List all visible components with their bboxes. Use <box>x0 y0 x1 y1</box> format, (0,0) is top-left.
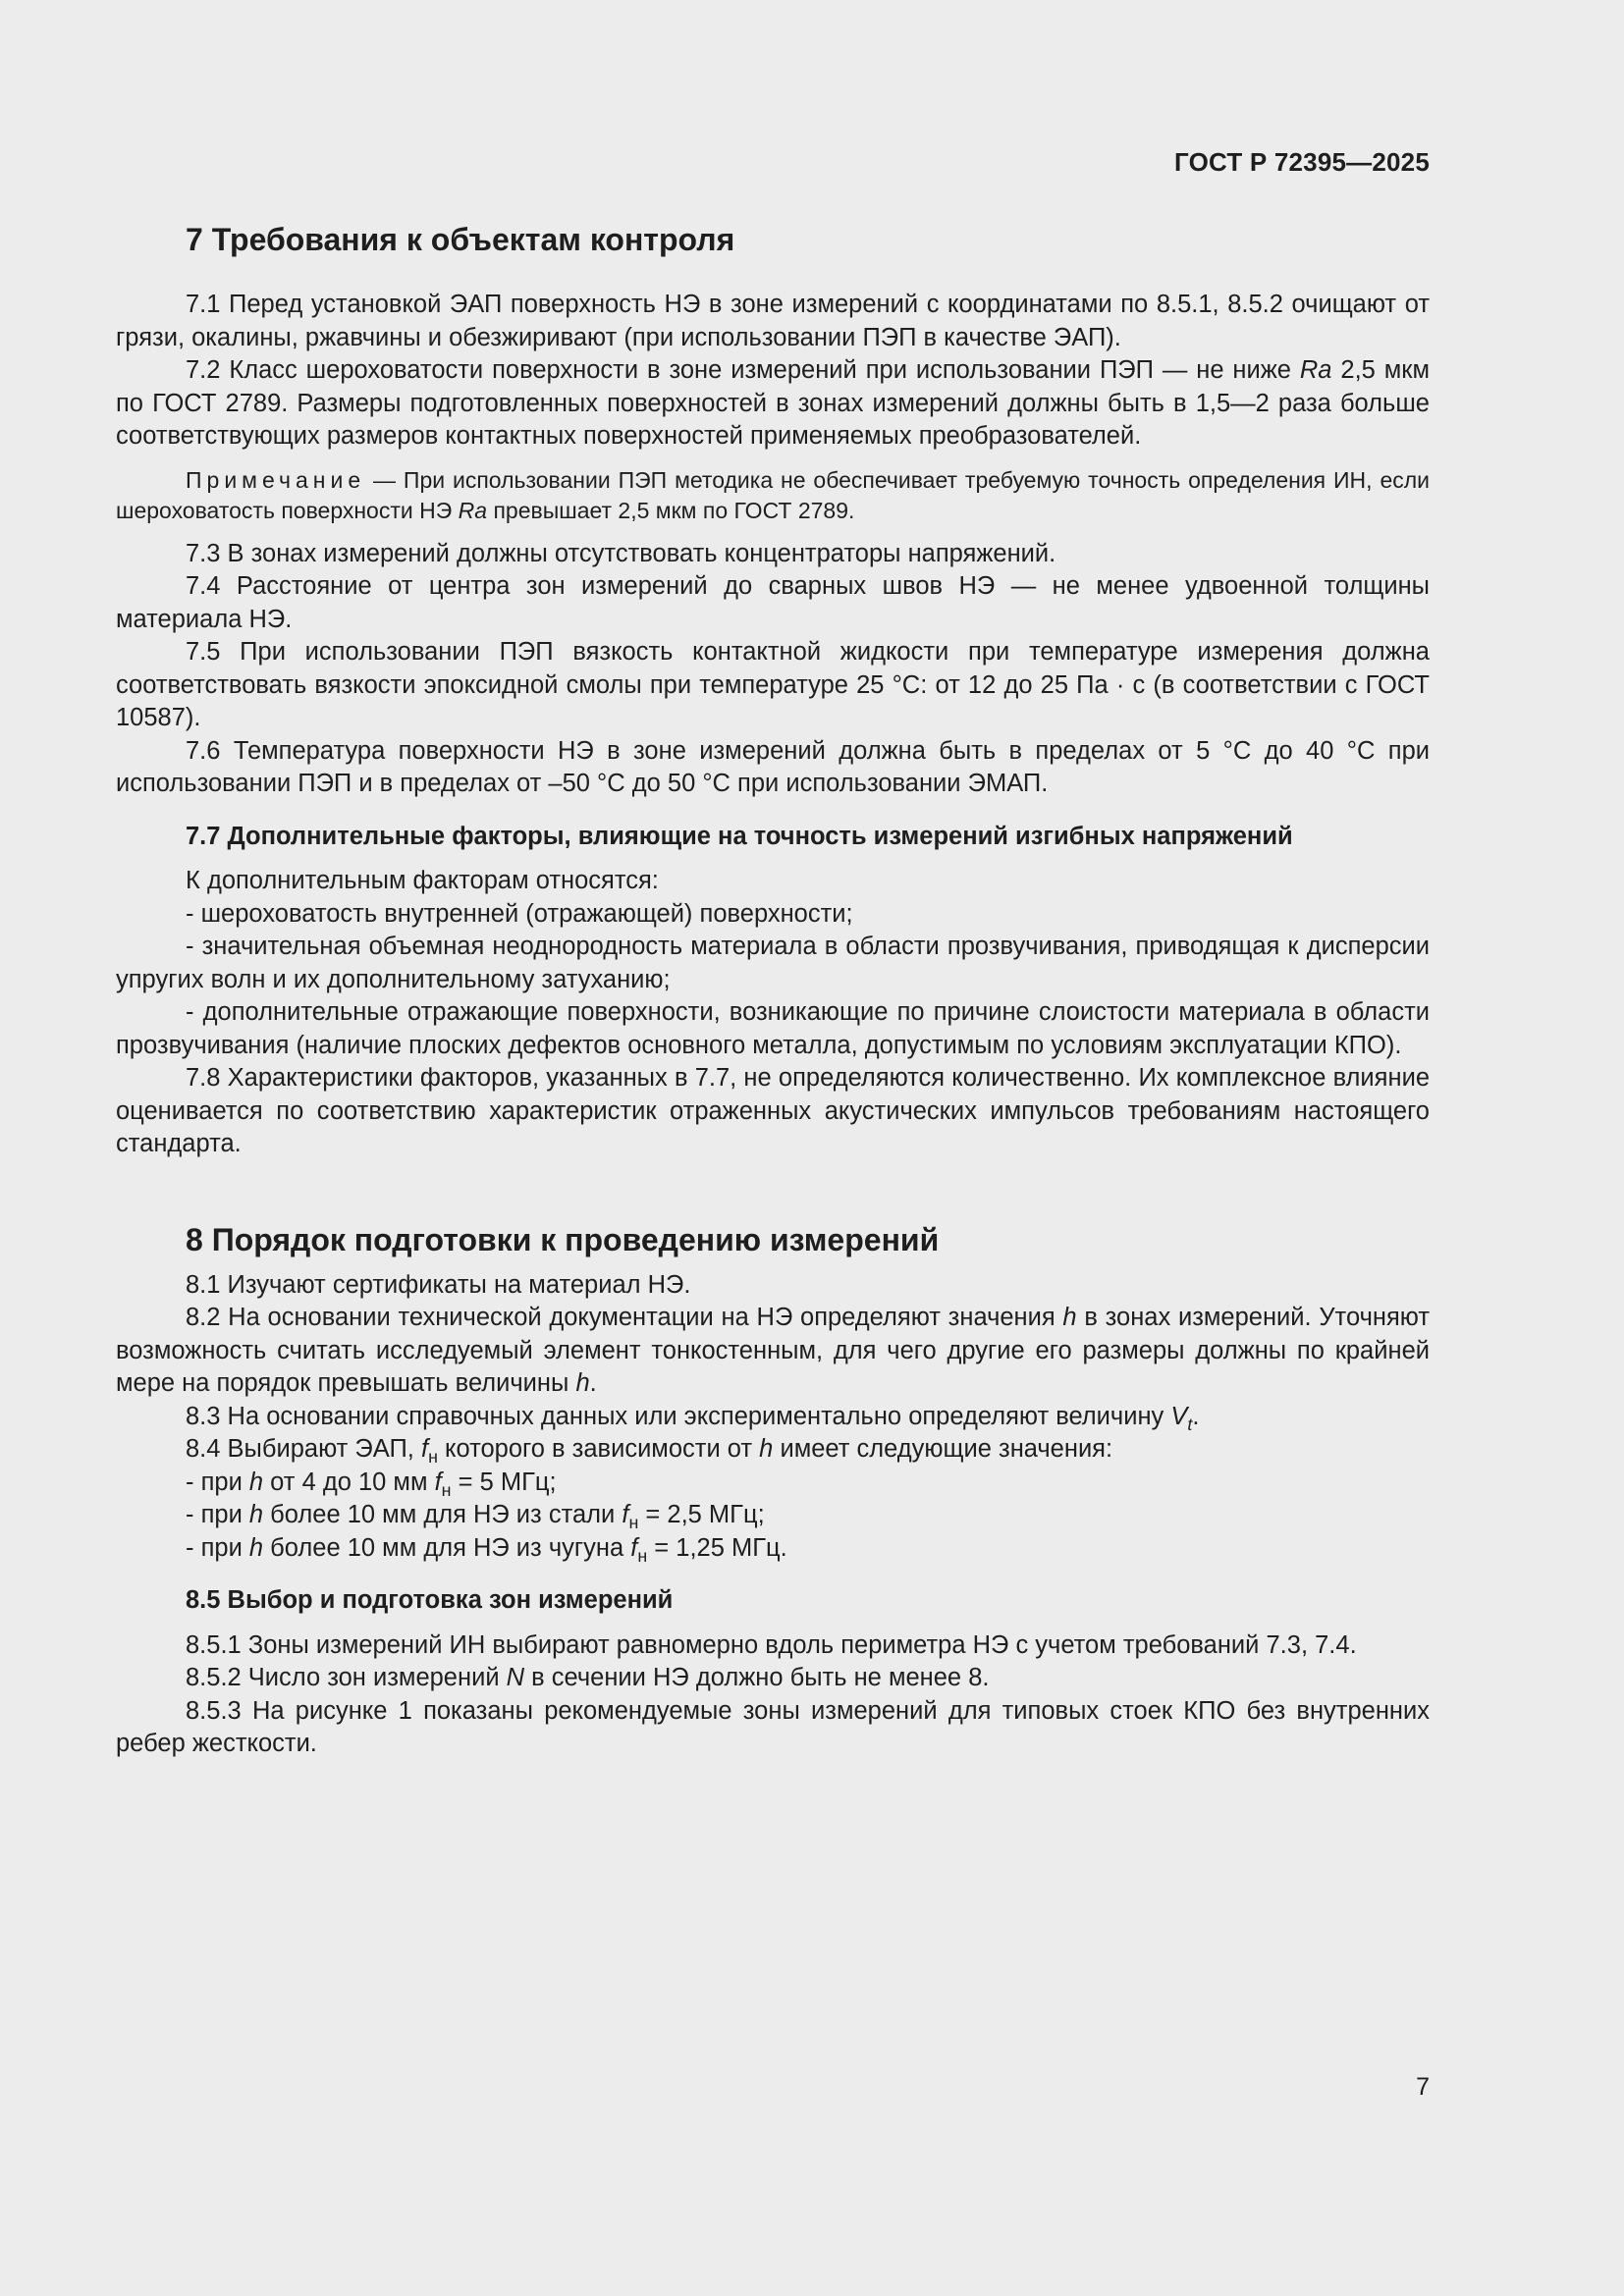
paragraph-7-6: 7.6 Температура поверхности НЭ в зоне измерений должна быть в пределах от 5 °С до 40 °С при использовании ПЭП и в пределах от –50 °С до 50 °С при использовании ЭМАП. <box>116 736 1430 797</box>
paragraph-7-7-intro: К дополнительным факторам относятся: <box>186 867 659 894</box>
paragraph-7-3: 7.3 В зонах измерений должны отсутствовать концентраторы напряжений. <box>186 539 1056 567</box>
paragraph-8-5-3: 8.5.3 На рисунке 1 показаны рекомендуемые зоны измерений для типовых стоек КПО без внутренних ребер жесткости. <box>116 1696 1430 1757</box>
paragraph-8-1: 8.1 Изучают сертификаты на материал НЭ. <box>186 1270 691 1299</box>
list-item-8-4-2: - при h более 10 мм для НЭ из стали $f_н = 2,5$ МГц; <box>186 1501 765 1532</box>
list-item-8-4-3: - при h более 10 мм для НЭ из чугуна $f_н = 1,25$ МГц. <box>186 1533 787 1566</box>
page-content <box>116 220 1430 1761</box>
subsection-8-5-title: 8.5 Выбор и подготовка зон измерений <box>186 1586 674 1614</box>
paragraph-7-1: 7.1 Перед установкой ЭАП поверхность НЭ в зоне измерений с координатами по 8.5.1, 8.5.2 очищают от грязи, окалины, ржавчины и обезжиривают (при использовании ПЭП в качестве ЭАП). <box>116 291 1430 351</box>
section-8-title: 8 Порядок подготовки к проведению измерений <box>186 1221 940 1257</box>
paragraph-7-2: 7.2 Класс шероховатости поверхности в зоне измерений при использовании ПЭП — не ниже Ra 2,5 мкм по ГОСТ 2789. Размеры подготовленных поверхностей в зонах измерений должны быть в 1,5—2 раза больше соответствующих размеров контактных поверхностей применяемых преобразователей. <box>116 356 1430 450</box>
list-item-7-7-1: - шероховатость внутренней (отражающей) поверхности; <box>186 899 853 928</box>
paragraph-8-4: 8.4 Выбирают ЭАП, $f_н$ которого в зависимости от h имеет следующие значения: <box>186 1435 1113 1467</box>
page-number: 7 <box>1416 2073 1430 2101</box>
list-item-8-4-1: - при h от 4 до 10 мм $f_н = 5$ МГц; <box>186 1468 557 1500</box>
section-7-title: 7 Требования к объектам контроля <box>186 222 735 257</box>
note-7-2: Примечание — При использовании ПЭП методика не обеспечивает требуемую точность определения ИН, если шероховатость поверхности НЭ Ra превышает 2,5 мкм по ГОСТ 2789. <box>116 466 1430 523</box>
paragraph-8-3: 8.3 На основании справочных данных или экспериментально определяют величину $V_t$. <box>186 1402 1200 1434</box>
subsection-7-7-title: 7.7 Дополнительные факторы, влияющие на точность измерений изгибных напряжений <box>186 822 1293 850</box>
document-code: ГОСТ Р 72395—2025 <box>1174 147 1430 177</box>
list-item-7-7-3: - дополнительные отражающие поверхности, возникающие по причине слоистости материала в области прозвучивания (наличие плоских дефектов основного металла, допустимым по условиям эксплуатации КПО). <box>116 998 1430 1059</box>
paragraph-8-2: 8.2 На основании технической документации на НЭ определяют значения h в зонах измерений. Уточняют возможность считать исследуемый элемент тонкостенным, для чего другие его размеры должны по крайней мере на порядок превышать величины h. <box>116 1304 1430 1397</box>
paragraph-8-5-2: 8.5.2 Число зон измерений N в сечении НЭ должно быть не менее 8. <box>186 1664 990 1691</box>
paragraph-7-5: 7.5 При использовании ПЭП вязкость контактной жидкости при температуре измерения должна соответствовать вязкости эпоксидной смолы при температуре 25 °С: от 12 до 25 Па · с (в соответствии с ГОСТ 10587). <box>116 638 1430 731</box>
paragraph-7-8: 7.8 Характеристики факторов, указанных в 7.7, не определяются количественно. Их комплексное влияние оценивается по соответствию характеристик отраженных акустических импульсов требованиям настоящего стандарта. <box>116 1064 1430 1157</box>
paragraph-8-5-1: 8.5.1 Зоны измерений ИН выбирают равномерно вдоль периметра НЭ с учетом требований 7.3, 7.4. <box>186 1630 1357 1659</box>
paragraph-7-4: 7.4 Расстояние от центра зон измерений до сварных швов НЭ — не менее удвоенной толщины материала НЭ. <box>116 572 1430 633</box>
list-item-7-7-2: - значительная объемная неоднородность материала в области прозвучивания, приводящая к дисперсии упругих волн и их дополнительному затуханию; <box>116 933 1430 993</box>
